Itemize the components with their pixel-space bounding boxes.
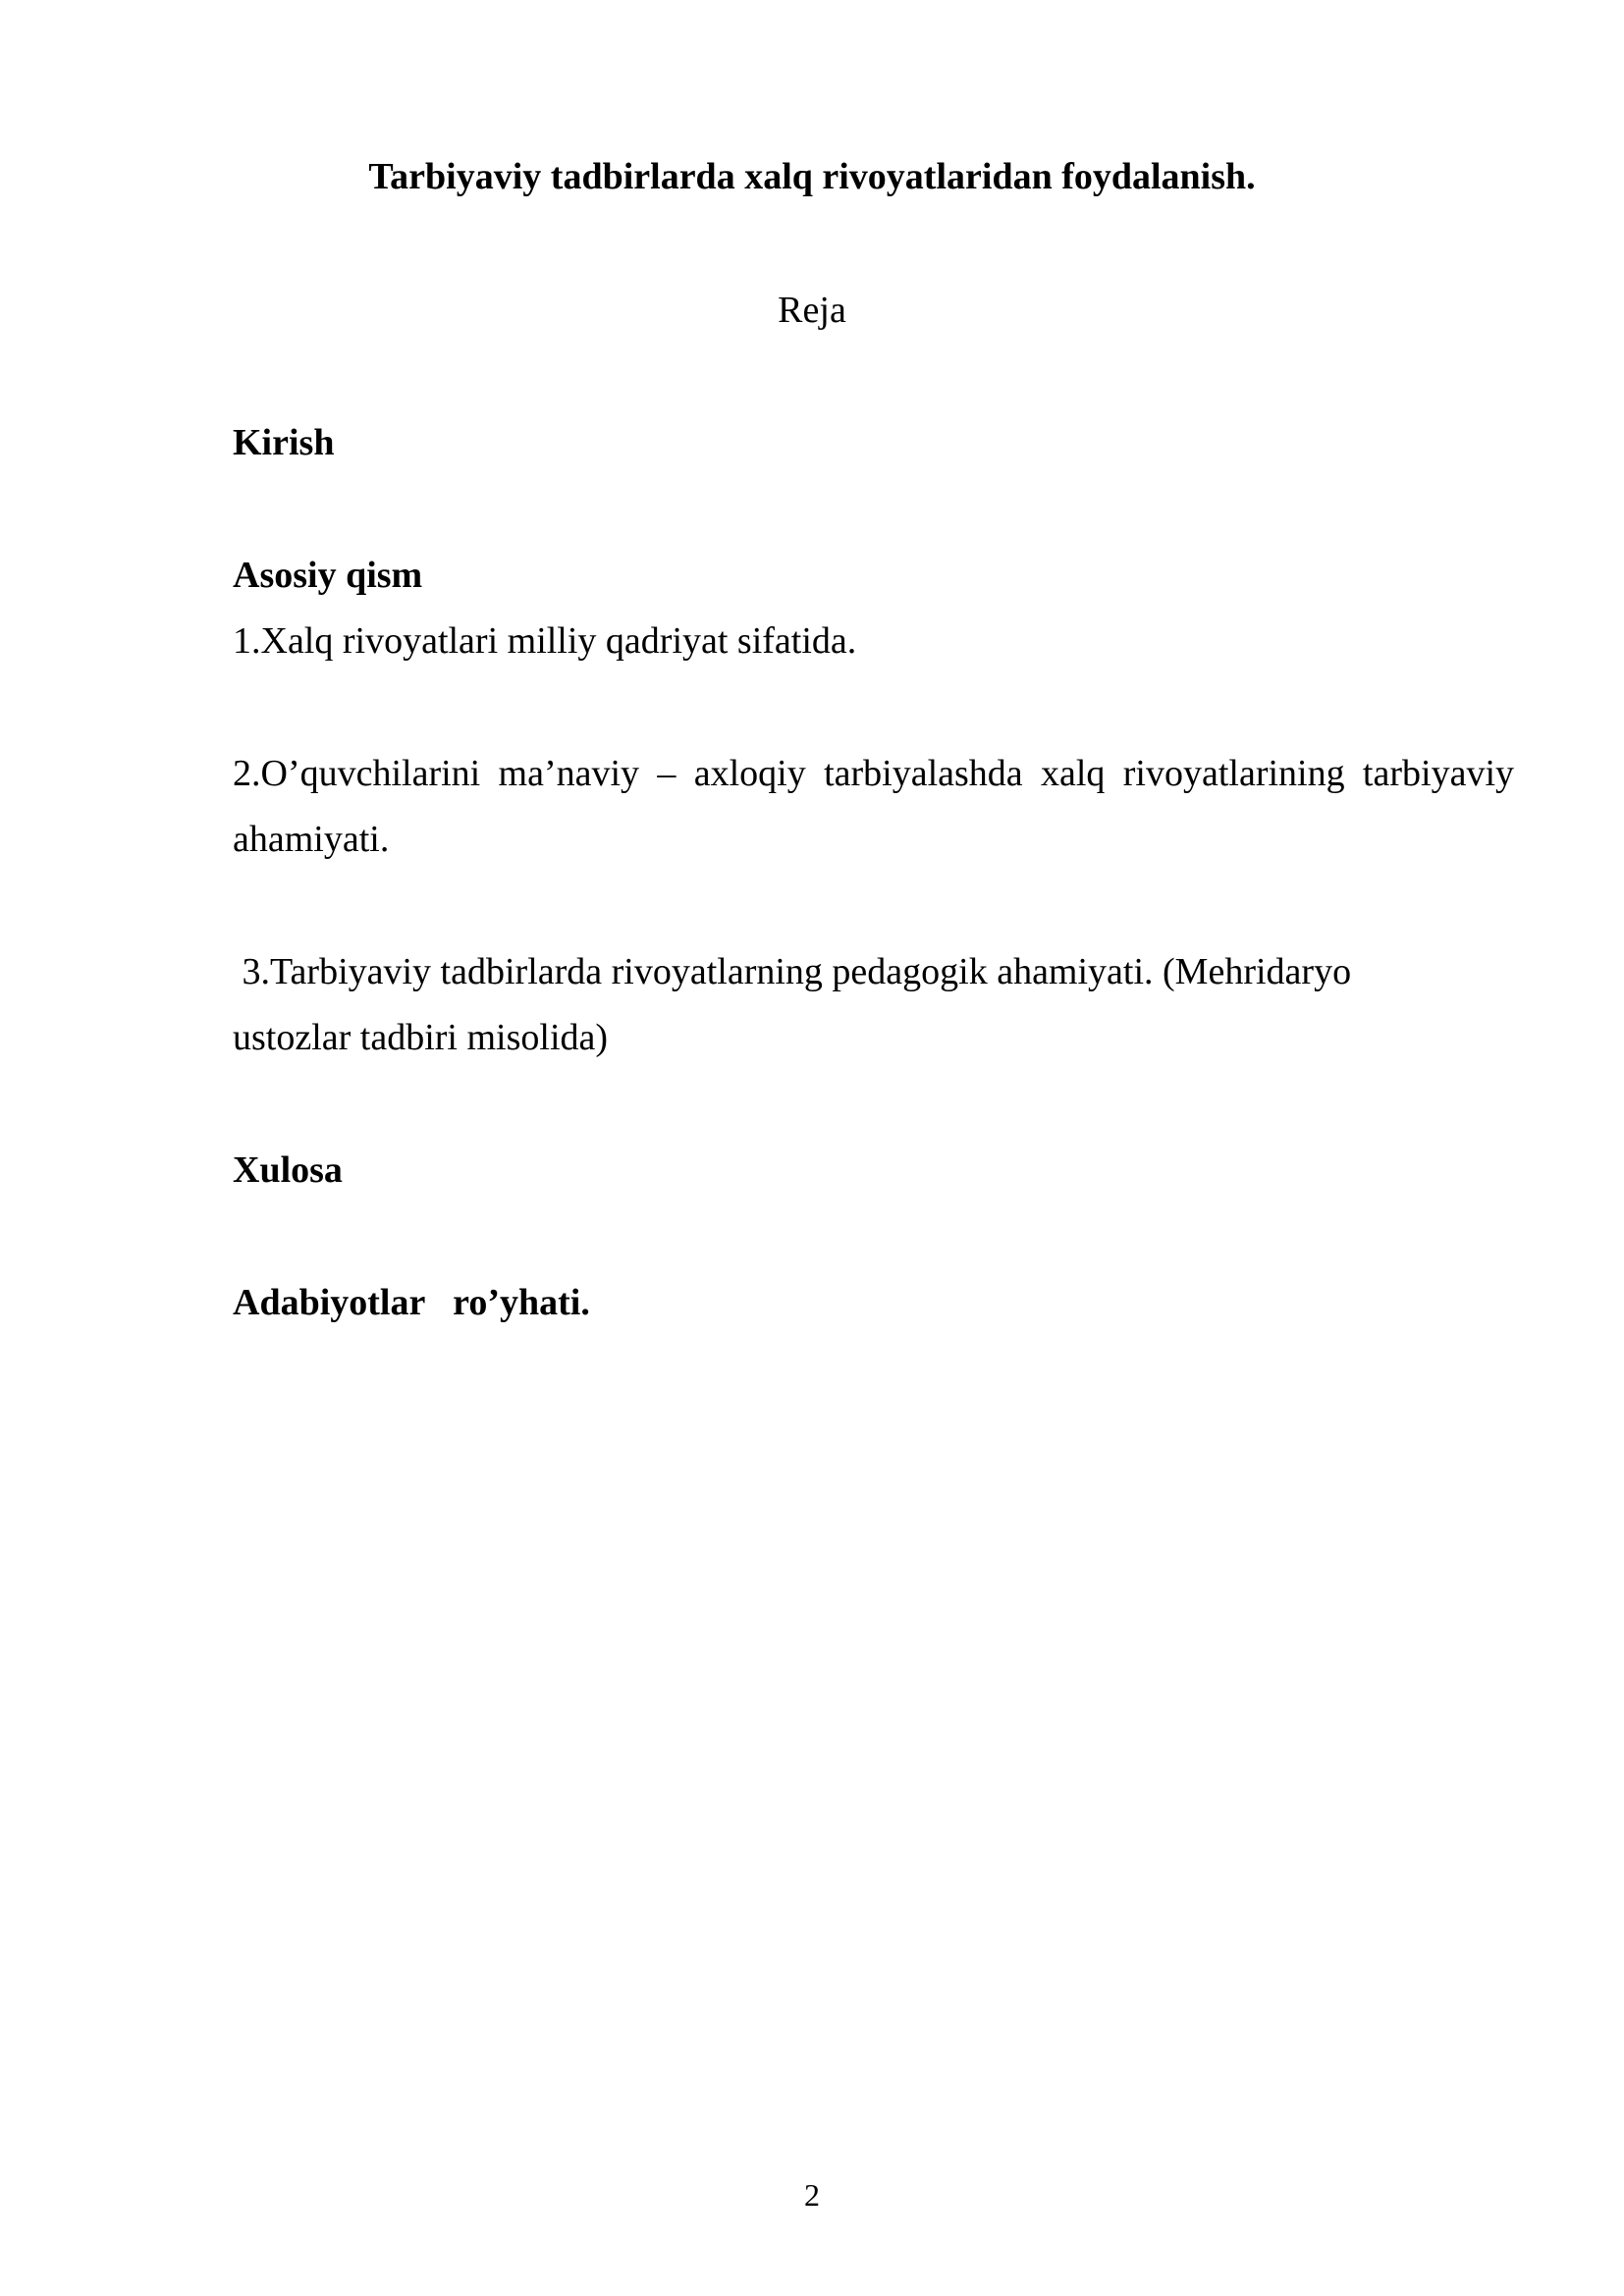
- page-number: 2: [804, 2177, 820, 2213]
- intro-heading: Kirish: [233, 422, 335, 463]
- plan-item-1: 1.Xalq rivoyatlari milliy qadriyat sifatida.: [233, 620, 857, 662]
- references-heading: Adabiyotlar ro’yhati.: [233, 1282, 590, 1323]
- plan-item-3-line-2: ustozlar tadbiri misolida): [233, 1017, 609, 1058]
- plan-item-3-line-1: 3.Tarbiyaviy tadbirlarda rivoyatlarning pedagogik ahamiyati. (Mehridaryo: [233, 951, 1352, 992]
- plan-label: Reja: [778, 290, 846, 331]
- plan-item-2-line-2: ahamiyati.: [233, 819, 390, 860]
- main-part-heading: Asosiy qism: [233, 555, 423, 596]
- document-title: Tarbiyaviy tadbirlarda xalq rivoyatlaridan foydalanish.: [368, 156, 1256, 197]
- conclusion-heading: Xulosa: [233, 1149, 343, 1191]
- plan-item-2-line-1: 2.O’quvchilarini ma’naviy – axloqiy tarbiyalashda xalq rivoyatlarining tarbiyaviy: [233, 753, 1514, 794]
